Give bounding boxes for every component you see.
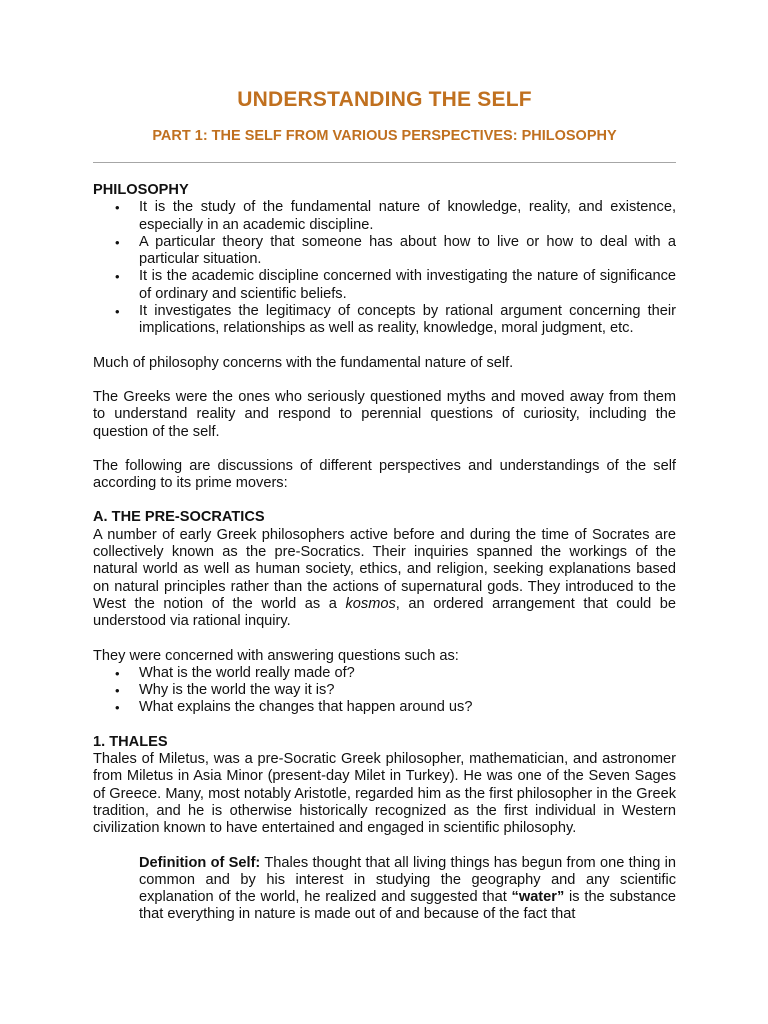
kosmos-term: kosmos xyxy=(345,595,396,612)
list-item: • It is the study of the fundamental nature of knowledge, reality, and existence, especially in an academic discipline. xyxy=(115,199,676,233)
paragraph: The following are discussions of different perspectives and understandings of the self according to its prime movers: xyxy=(93,457,676,492)
paragraph: The Greeks were the ones who seriously questioned myths and moved away from them to understand reality and respond to perennial questions of curiosity, including the question of the self. xyxy=(93,388,676,440)
bullet-icon: • xyxy=(115,304,120,320)
title-divider xyxy=(93,162,676,163)
list-item: • What explains the changes that happen around us? xyxy=(115,699,473,716)
thales-paragraph: Thales of Miletus, was a pre-Socratic Greek philosopher, mathematician, and astronomer from Miletus in Asia Minor (present-day Milet in Turkey). He was one of the Seven Sages of Greece. Many, most notably Aristotle, regarded him as the first philosopher in the Greek tradition, and he is otherwise historically recognized as the first individual in Western civilization known to have entertained and engaged in scientific philosophy. xyxy=(93,751,676,837)
list-item: • A particular theory that someone has about how to live or how to deal with a particular situation. xyxy=(115,233,676,268)
document-subtitle: PART 1: THE SELF FROM VARIOUS PERSPECTIVES: PHILOSOPHY xyxy=(152,128,617,144)
list-item: • What is the world really made of? xyxy=(115,664,355,681)
list-item: • Why is the world the way it is? xyxy=(115,682,335,699)
philosophy-bullet-list xyxy=(93,199,676,337)
thales-definition: Definition of Self: Thales thought that all living things has begun from one thing in common and by his interest in studying the geography and any scientific explanation of the world, he realized and suggested that “water” is the substance that everything in nature is made out of and because of the fact that xyxy=(139,854,676,923)
bullet-icon: • xyxy=(115,200,120,216)
bullet-icon: • xyxy=(115,234,120,250)
thales-heading: 1. THALES xyxy=(93,733,168,750)
questions-intro: They were concerned with answering questions such as: xyxy=(93,647,459,664)
document-title: UNDERSTANDING THE SELF xyxy=(237,88,532,111)
bullet-icon: • xyxy=(115,665,120,681)
paragraph: Much of philosophy concerns with the fundamental nature of self. xyxy=(93,354,514,371)
presocratics-heading: A. THE PRE-SOCRATICS xyxy=(93,509,265,526)
bullet-icon: • xyxy=(115,683,120,699)
bullet-icon: • xyxy=(115,700,120,716)
philosophy-heading: PHILOSOPHY xyxy=(93,182,189,198)
presocratics-paragraph: A number of early Greek philosophers active before and during the time of Socrates are collectively known as the pre-Socratics. Their inquiries spanned the workings of the natural world as well as human society, ethics, and religion, seeking explanations based on natural principles rather than the actions of supernatural gods. They introduced to the West the notion of the world as a kosmos, an ordered arrangement that could be understood via rational inquiry. xyxy=(93,526,677,630)
list-item: • It investigates the legitimacy of concepts by rational argument concerning their implications, relationships as well as reality, knowledge, moral judgment, etc. xyxy=(115,303,676,337)
list-item: • It is the academic discipline concerned with investigating the nature of significance of ordinary and scientific beliefs. xyxy=(115,268,676,302)
water-term: “water” xyxy=(511,889,565,906)
bullet-icon: • xyxy=(115,269,120,285)
definition-label: Definition of Self: xyxy=(139,854,261,871)
questions-list xyxy=(93,665,676,717)
